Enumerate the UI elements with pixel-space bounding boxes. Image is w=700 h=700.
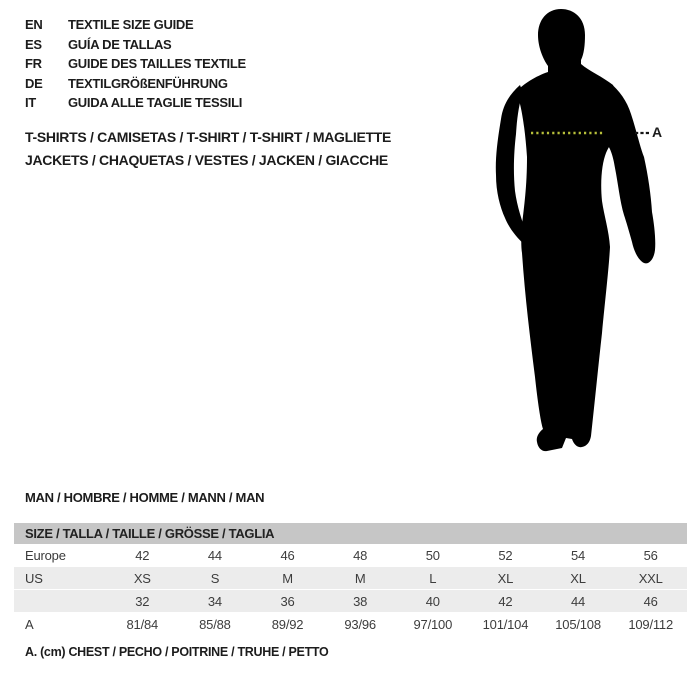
table-row-us [14, 567, 687, 590]
table-cell: L [397, 567, 470, 590]
table-cell: XL [542, 567, 615, 590]
language-label: TEXTILE SIZE GUIDE [68, 17, 194, 32]
language-label: TEXTILGRÖßENFÜHRUNG [68, 75, 228, 91]
language-code: EN [25, 17, 43, 32]
language-code: IT [25, 95, 36, 110]
product-line-jackets: JACKETS / CHAQUETAS / VESTES / JACKEN / GIACCHE [25, 152, 388, 168]
table-cell: 97/100 [397, 613, 470, 636]
table-cell: 44 [542, 590, 615, 613]
table-cell: XS [106, 567, 179, 590]
table-cell: 40 [397, 590, 470, 613]
product-categories [25, 126, 391, 172]
table-cell: S [179, 567, 252, 590]
table-cell: 56 [614, 544, 687, 567]
man-silhouette-svg [492, 5, 662, 460]
size-table [14, 523, 687, 636]
table-cell: 54 [542, 544, 615, 567]
size-table-header: SIZE / TALLA / TAILLE / GRÖSSE / TAGLIA [14, 523, 687, 544]
table-cell: XL [469, 567, 542, 590]
table-cell: 52 [469, 544, 542, 567]
table-cell: 50 [397, 544, 470, 567]
row-label: A [14, 613, 106, 636]
table-cell: 46 [251, 544, 324, 567]
table-cell: 85/88 [179, 613, 252, 636]
language-code: FR [25, 56, 42, 71]
row-label: US [14, 567, 106, 590]
table-cell: 89/92 [251, 613, 324, 636]
measurement-a-label: A [652, 124, 663, 140]
language-row [25, 93, 246, 113]
table-row-numeric [14, 590, 687, 613]
man-silhouette [492, 5, 662, 460]
language-label: GUIDA ALLE TAGLIE TESSILI [68, 95, 243, 110]
table-cell: 48 [324, 544, 397, 567]
language-label: GUÍA DE TALLAS [68, 36, 172, 52]
table-row-chest-a [14, 613, 687, 636]
language-row [25, 74, 246, 94]
footnote-chest-legend: A. (cm) CHEST / PECHO / POITRINE / TRUHE / PETTO [25, 645, 329, 659]
table-cell: 42 [469, 590, 542, 613]
table-cell: XXL [614, 567, 687, 590]
product-line-tshirts: T-SHIRTS / CAMISETAS / T-SHIRT / T-SHIRT / MAGLIETTE [25, 129, 392, 145]
table-cell: 93/96 [324, 613, 397, 636]
table-cell: 44 [179, 544, 252, 567]
table-cell: 42 [106, 544, 179, 567]
language-row [25, 54, 246, 74]
table-cell: 32 [106, 590, 179, 613]
language-row [25, 15, 246, 35]
table-cell: 81/84 [106, 613, 179, 636]
table-cell: M [251, 567, 324, 590]
table-cell: 109/112 [614, 613, 687, 636]
language-code: ES [25, 36, 42, 52]
language-code: DE [25, 75, 43, 91]
section-title-man: MAN / HOMBRE / HOMME / MANN / MAN [25, 490, 265, 505]
table-cell: 38 [324, 590, 397, 613]
silhouette-body [516, 9, 618, 451]
language-list [25, 15, 246, 113]
table-cell: 105/108 [542, 613, 615, 636]
table-row-europe [14, 544, 687, 567]
row-label [14, 590, 106, 613]
table-cell: 101/104 [469, 613, 542, 636]
silhouette-right-arm [606, 83, 655, 263]
row-label: Europe [14, 544, 106, 567]
table-cell: 46 [614, 590, 687, 613]
table-cell: 34 [179, 590, 252, 613]
size-table-grid [14, 544, 687, 636]
table-cell: 36 [251, 590, 324, 613]
language-row [25, 35, 246, 55]
language-label: GUIDE DES TAILLES TEXTILE [68, 56, 246, 71]
table-cell: M [324, 567, 397, 590]
